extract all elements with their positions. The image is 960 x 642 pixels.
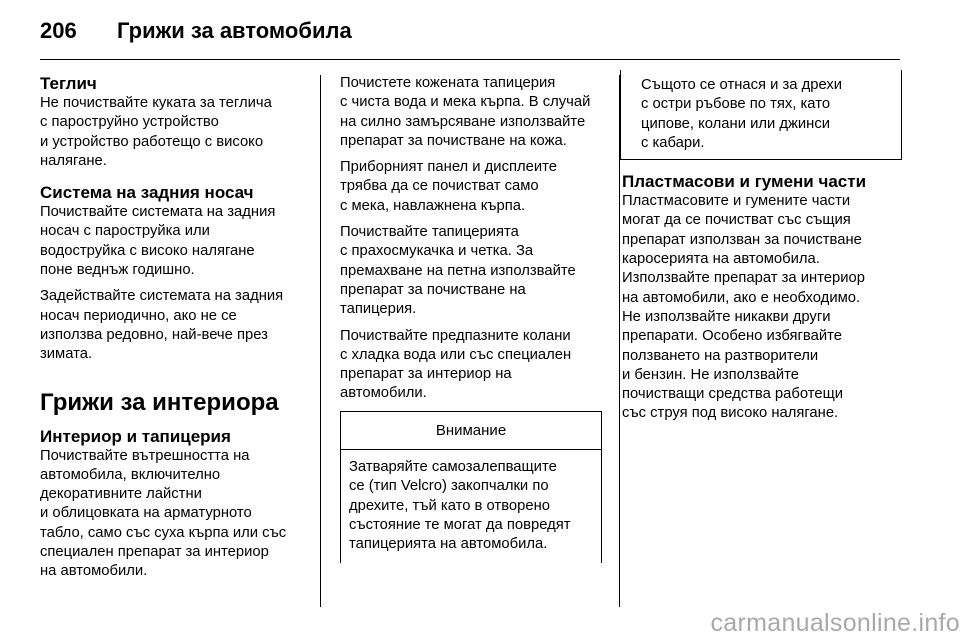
tow-hitch-text: Не почиствайте куката за теглича с пароструйно устройство и устройство работещо с високо налягане. [40, 95, 272, 169]
section-title-rear-carrier: Система на задния носач [40, 183, 254, 203]
warning-text: Затваряйте самозалепващите се (тип Velcro) закопчалки по дрехите, тъй като в отворено състояние те могат да повредят тапицерията на автомобила. [349, 459, 571, 553]
upholstery-cleaning-text: Почиствайте тапицерията с прахосмукачка и четка. За премахване на петна използвайте препарат за почистване на тапицерия. [340, 224, 576, 318]
interior-upholstery-text: Почиствайте вътрешността на автомобила, включително декоративните лайстни и облицовката на арматурното табло, само със суха кърпа или със специален препарат за интериор на автомобили. [40, 447, 287, 580]
chapter-title-interior-care: Грижи за интериора [40, 388, 279, 416]
leather-cleaning-text: Почистете кожената тапицерия с чиста вода и мека кърпа. В случай на силно замърсяване използвайте препарат за почистване на кожа. [340, 75, 591, 149]
warning-continuation-box: Същото се отнася и за дрехи с остри ръбове по тях, като ципове, колани или джинси с кабари. [620, 70, 902, 160]
section-title-tow-hitch: Теглич [40, 74, 97, 93]
header-rule [40, 59, 900, 60]
section-title-interior-upholstery: Интериор и тапицерия [40, 426, 231, 446]
section-title-plastic-rubber: Пластмасови и гумени части [622, 172, 867, 192]
rear-carrier-paragraph-1: Почиствайте системата на задния носач с пароструйка или водоструйка с високо налягане поне веднъж годишно. [40, 204, 276, 279]
rear-carrier-paragraph-2: Задействайте системата на задния носач периодично, ако не се използва редовно, най-вече през зимата. [40, 288, 284, 363]
page-title: Грижи за автомобила [117, 18, 352, 43]
plastic-rubber-text: Пластмасовите и гумените части могат да се почистват със същия препарат използван за почистване каросерията на автомобила. Използвайте препарат за интериор на автомобили, ако е необходимо. Не използвайте никакви други препарати. Особено избягвайте ползването на разтворители и бензин. Не използвайте почистващи средства работещи със струя под високо налягане. [622, 193, 865, 422]
dashboard-cleaning-text: Приборният панел и дисплеите трябва да се почистват само с мека, навлажнена кърпа. [340, 159, 557, 214]
page-number: 206 [40, 18, 77, 43]
seatbelt-cleaning-text: Почиствайте предпазните колани с хладка вода или със специален препарат за интериор на автомобили. [340, 327, 572, 402]
warning-box [340, 411, 602, 563]
column-2 [340, 74, 602, 563]
column-1 [40, 74, 312, 589]
column-3 [620, 74, 902, 431]
watermark: carmanualsonline.info [710, 609, 960, 637]
warning-title: Внимание [341, 412, 601, 450]
column-divider-1 [320, 75, 321, 607]
